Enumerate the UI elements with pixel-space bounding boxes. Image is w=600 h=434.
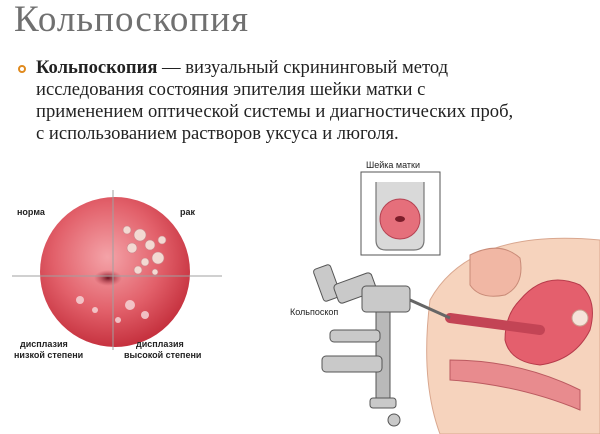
label-low-dysplasia-1: дисплазия xyxy=(20,339,68,349)
label-inset-cervix: Шейка матки xyxy=(366,160,421,170)
label-high-dysplasia-1: дисплазия xyxy=(136,339,184,349)
slide-title: Кольпоскопия xyxy=(14,0,250,40)
label-norm: норма xyxy=(17,207,45,217)
label-colposcope: Кольпоскоп xyxy=(290,307,339,317)
label-low-dysplasia-2: низкой степени xyxy=(14,350,84,360)
anatomy-bladder xyxy=(470,248,521,296)
label-high-dysplasia-2: высокой степени xyxy=(124,350,202,360)
definition-text: — визуальный скрининговый метод исследования состояния эпителия шейки матки с применением оптической системы и диагностических проб, с использованием растворов уксуса и люголя. xyxy=(36,57,514,144)
cervical-os xyxy=(94,270,122,286)
anatomy-ovary xyxy=(572,310,588,326)
inset-os xyxy=(395,216,405,222)
definition-term: Кольпоскопия xyxy=(36,57,158,78)
label-cancer: рак xyxy=(180,207,196,217)
